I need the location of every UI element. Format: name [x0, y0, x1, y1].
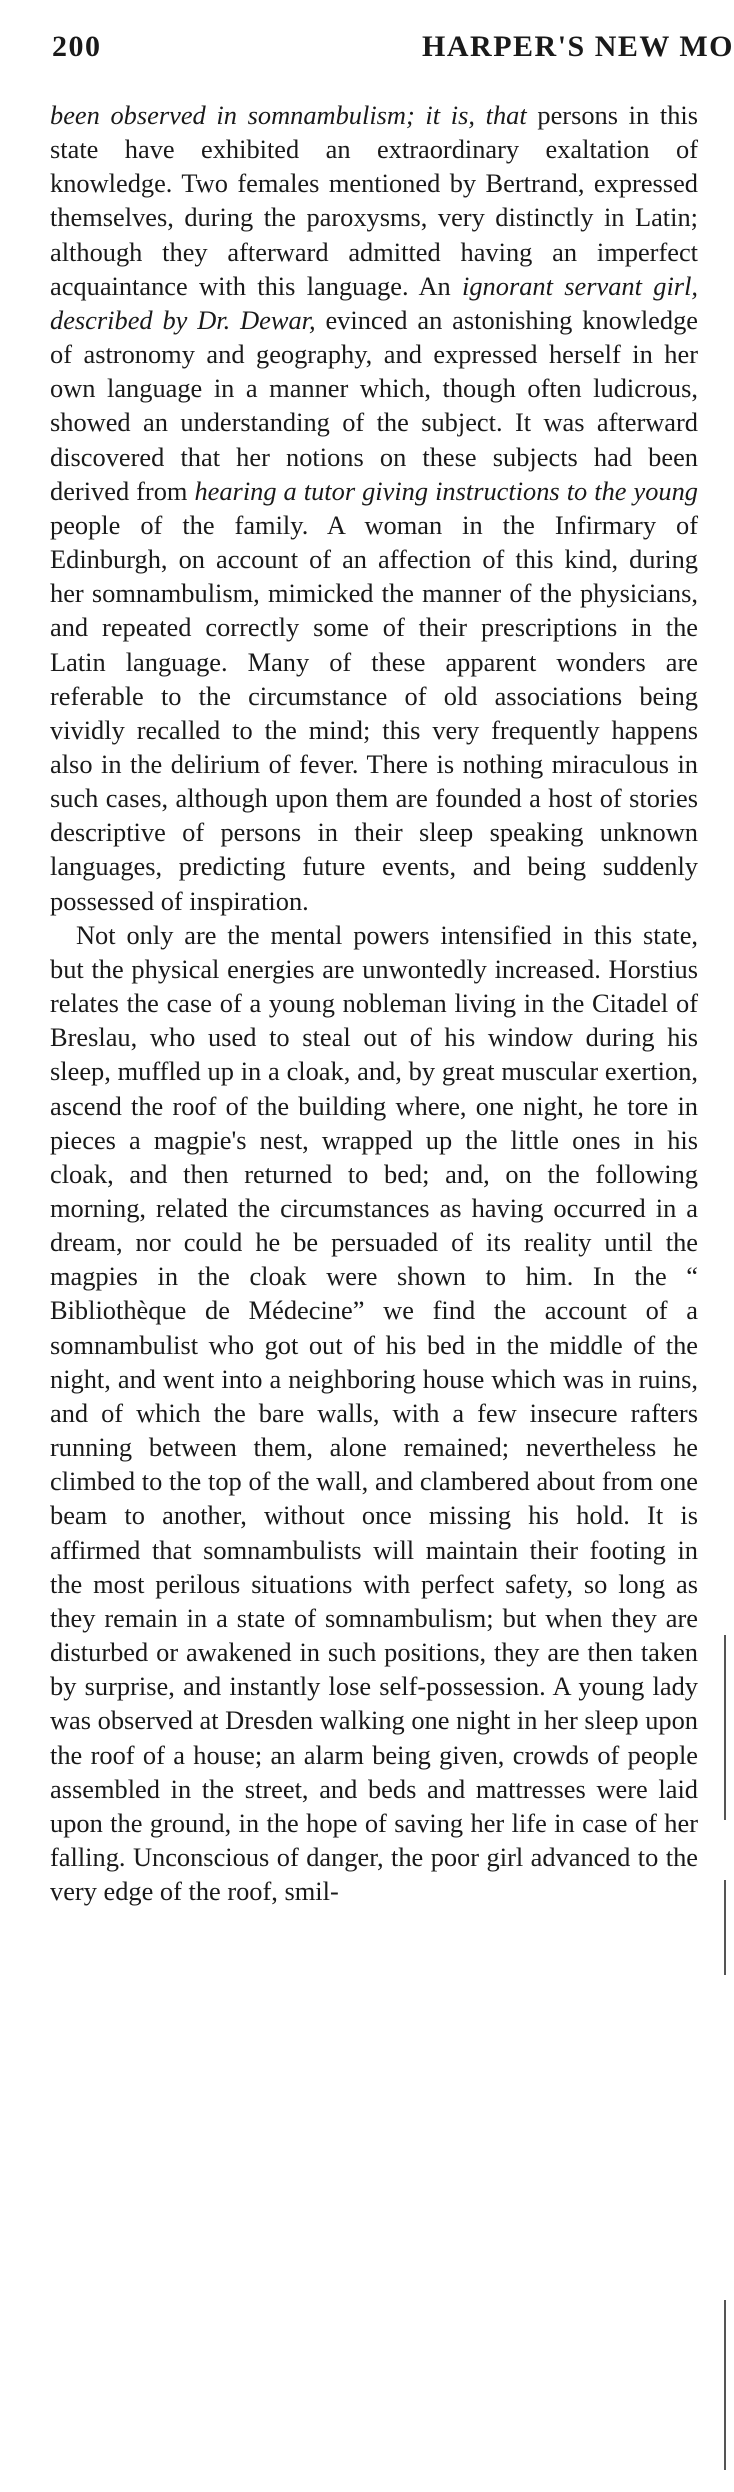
column-rule	[724, 1635, 726, 1820]
italic-text: been observed in somnambulism; it is, that	[50, 100, 527, 130]
running-head-title: HARPER'S NEW MO	[422, 30, 734, 63]
column-rule	[724, 1880, 726, 1975]
page-number: 200	[52, 30, 102, 63]
paragraph	[50, 98, 698, 918]
body-text: evinced an astonishing knowledge of astronomy and geography, and expressed herself in her own language in a manner which, though often ludicrous, showed an understanding of the subject. It was afterward discovered that her notions on these subjects had been derived from	[50, 304, 698, 506]
paragraph: Not only are the mental powers intensified in this state, but the physical energies are unwontedly increased. Horstius relates the case of a young nobleman living in the Citadel of Breslau, who used to steal out of his window during his sleep, muffled up in a cloak, and, by great muscular exertion, ascend the roof of the building where, one night, he tore in pieces a magpie's nest, wrapped up the little ones in his cloak, and then returned to bed; and, on the following morning, related the circumstances as having occurred in a dream, nor could he be persuaded of its reality until the magpies in the cloak were shown to him. In the “ Bibliothèque de Médecine” we find the account of a somnambulist who got out of his bed in the middle of the night, and went into a neighboring house which was in ruins, and of which the bare walls, with a few insecure rafters running between them, alone remained; nevertheless he climbed to the top of the wall, and clambered about from one beam to another, without once missing his hold. It is affirmed that somnambulists will maintain their footing in the most perilous situations with perfect safety, so long as they remain in a state of somnambulism; but when they are disturbed or awakened in such positions, they are then taken by surprise, and instantly lose self-possession. A young lady was observed at Dresden walking one night in her sleep upon the roof of a house; an alarm being given, crowds of people assembled in the street, and beds and mattresses were laid upon the ground, in the hope of saving her life in case of her falling. Unconscious of danger, the poor girl advanced to the very edge of the roof, smil-	[50, 919, 698, 1907]
body-text: persons in this state have exhibited an extraordinary exaltation of knowledge. Two females mentioned by Bertrand, expressed themselves, during the paroxysms, very distinctly in Latin; although they afterward admitted having an imperfect acquaintance with this language. An	[50, 100, 698, 301]
running-head	[52, 30, 734, 80]
text-column	[50, 98, 698, 1908]
column-rule	[724, 2300, 726, 2470]
italic-text: hearing a tutor giving instructions to the young	[194, 475, 698, 506]
body-text: people of the family. A woman in the Infirmary of Edinburgh, on account of an affection of this kind, during her somnambulism, mimicked the manner of the physicians, and repeated correctly some of their prescriptions in the Latin language. Many of these apparent wonders are referable to the circumstance of old associations being vividly recalled to the mind; this very frequently happens also in the delirium of fever. There is nothing miraculous in such cases, although upon them are founded a host of stories descriptive of persons in their sleep speaking unknown languages, predicting future events, and being suddenly possessed of inspiration.	[50, 509, 698, 916]
italic-text: ignorant servant girl, described by Dr. Dewar,	[50, 270, 698, 335]
